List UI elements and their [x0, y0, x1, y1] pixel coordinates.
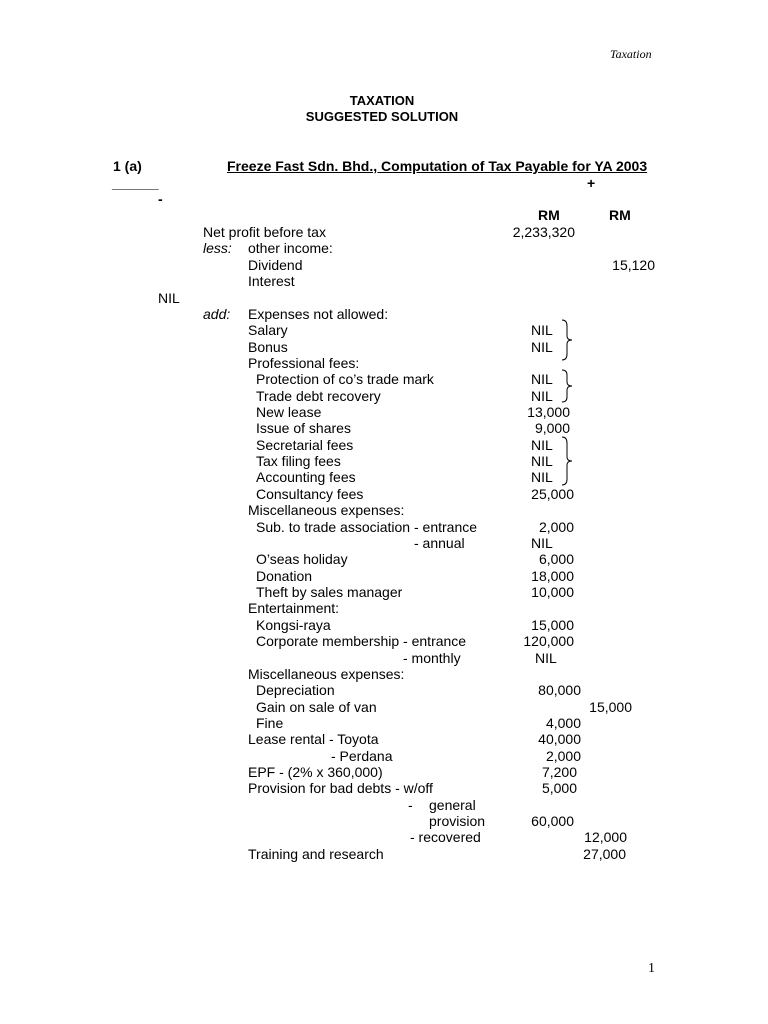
row-depreciation-value: 80,000 — [538, 682, 581, 698]
row-misc2-label: Miscellaneous expenses: — [248, 666, 405, 682]
row-kongsi-label: Kongsi-raya — [256, 617, 331, 633]
row-donation-value: 18,000 — [531, 568, 574, 584]
row-provision-value: 60,000 — [531, 813, 574, 829]
row-recovered-value: 12,000 — [584, 829, 627, 845]
heading-minus: - — [158, 191, 163, 207]
row-consultancy-label: Consultancy fees — [256, 486, 364, 502]
row-new-lease-value: 13,000 — [527, 404, 570, 420]
row-misc1-label: Miscellaneous expenses: — [248, 502, 405, 518]
row-lease-toyota-label: Lease rental - Toyota — [248, 731, 379, 747]
row-kongsi-value: 15,000 — [531, 617, 574, 633]
row-donation-label: Donation — [256, 568, 313, 584]
row-corp-monthly-label: - monthly — [403, 650, 461, 666]
row-recovered-label: - recovered — [410, 829, 481, 845]
row-accounting-label: Accounting fees — [256, 469, 356, 485]
row-net-profit-label: Net profit before tax — [203, 224, 326, 240]
document-title: TAXATION — [349, 93, 415, 108]
row-accounting-value: NIL — [531, 469, 553, 485]
row-bad-debts-label: Provision for bad debts - w/off — [248, 780, 433, 796]
row-lease-toyota-value: 40,000 — [538, 731, 581, 747]
row-bad-debts-value: 5,000 — [541, 780, 577, 796]
heading-underline-blank: ______ — [112, 175, 159, 191]
row-less-label: other income: — [248, 240, 333, 256]
row-secretarial-value: NIL — [531, 437, 553, 453]
row-protection-label: Protection of co’s trade mark — [256, 371, 434, 387]
row-net-profit-value: 2,233,320 — [512, 224, 575, 240]
row-bonus-value: NIL — [531, 339, 553, 355]
row-theft-label: Theft by sales manager — [256, 584, 403, 600]
heading-plus: + — [587, 175, 596, 191]
row-fine-label: Fine — [256, 715, 284, 731]
row-theft-value: 10,000 — [531, 584, 574, 600]
row-gain-van-value: 15,000 — [589, 699, 632, 715]
row-epf-label: EPF - (2% x 360,000) — [248, 764, 383, 780]
row-trade-debt-label: Trade debt recovery — [256, 388, 381, 404]
row-consultancy-value: 25,000 — [531, 486, 574, 502]
column-header-rm-2: RM — [609, 207, 631, 223]
question-number: 1 (a) — [113, 158, 142, 174]
row-salary-value: NIL — [531, 322, 553, 338]
row-dividend-value: 15,120 — [612, 257, 655, 273]
row-lease-perdana-label: - Perdana — [331, 748, 393, 764]
row-provision-label: provision — [429, 813, 486, 829]
row-entertainment-label: Entertainment: — [248, 600, 340, 616]
row-bonus-label: Bonus — [248, 339, 288, 355]
row-add-prefix: add: — [203, 306, 231, 322]
row-oseas-value: 6,000 — [538, 551, 574, 567]
row-corp-entrance-label: Corporate membership - entrance — [256, 633, 467, 649]
row-fine-value: 4,000 — [545, 715, 581, 731]
brace-trademark-debt — [560, 368, 574, 404]
row-dividend-label: Dividend — [248, 257, 303, 273]
row-protection-value: NIL — [531, 371, 553, 387]
row-oseas-label: O’seas holiday — [256, 551, 348, 567]
row-secretarial-label: Secretarial fees — [256, 437, 354, 453]
row-training-label: Training and research — [248, 846, 384, 862]
row-sub-entrance-value: 2,000 — [538, 519, 574, 535]
running-header: Taxation — [610, 47, 652, 61]
row-issue-shares-value: 9,000 — [534, 420, 570, 436]
row-corp-monthly-value: NIL — [535, 650, 557, 666]
page-number: 1 — [648, 961, 655, 976]
row-general-dash: - — [408, 797, 413, 813]
row-less-prefix: less: — [203, 240, 232, 256]
row-prof-fees-label: Professional fees: — [248, 355, 360, 371]
row-interest-nil: NIL — [158, 290, 180, 306]
row-add-label: Expenses not allowed: — [248, 306, 389, 322]
row-corp-entrance-value: 120,000 — [523, 633, 574, 649]
row-sub-annual-value: NIL — [531, 535, 553, 551]
row-general-label: general — [429, 797, 476, 813]
row-lease-perdana-value: 2,000 — [545, 748, 581, 764]
row-sub-annual-label: - annual — [414, 535, 465, 551]
row-tax-filing-value: NIL — [531, 453, 553, 469]
column-header-rm-1: RM — [538, 207, 560, 223]
row-new-lease-label: New lease — [256, 404, 322, 420]
document-subtitle: SUGGESTED SOLUTION — [305, 109, 459, 124]
row-depreciation-label: Depreciation — [256, 682, 335, 698]
row-gain-van-label: Gain on sale of van — [256, 699, 377, 715]
row-tax-filing-label: Tax filing fees — [256, 453, 341, 469]
row-issue-shares-label: Issue of shares — [256, 420, 351, 436]
row-interest-label: Interest — [248, 273, 295, 289]
brace-salary-bonus — [560, 318, 574, 362]
row-training-value: 27,000 — [583, 846, 626, 862]
row-sub-entrance-label: Sub. to trade association - entrance — [256, 519, 478, 535]
row-salary-label: Salary — [248, 322, 288, 338]
row-epf-value: 7,200 — [541, 764, 577, 780]
row-trade-debt-value: NIL — [531, 388, 553, 404]
brace-secretarial-accounting — [560, 435, 574, 487]
question-heading: Freeze Fast Sdn. Bhd., Computation of Tax Payable for YA 2003 — [227, 158, 648, 174]
